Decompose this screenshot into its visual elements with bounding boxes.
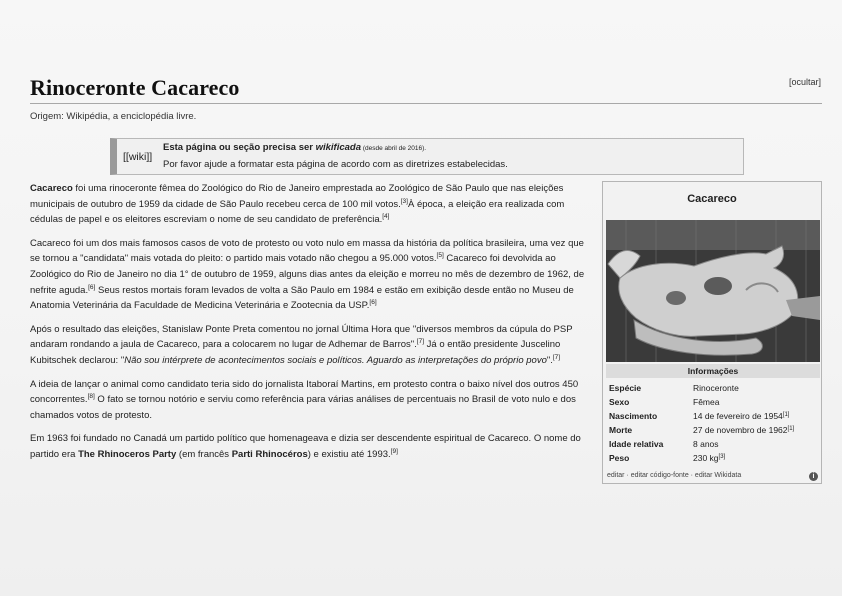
infobox-value [691,439,819,453]
info-icon[interactable]: i [809,472,818,481]
infobox-row [607,439,819,453]
infobox-table [607,383,819,467]
infobox-key: Morte [609,425,633,435]
infobox-value [691,383,819,397]
notice-line-1 [163,142,426,153]
jk-quote: Não sou intérprete de acontecimentos sociais e políticos. Aguardo as interpretações do próprio povo [124,354,547,366]
ref-link[interactable]: [8] [87,393,95,401]
infobox-key: Nascimento [609,411,658,421]
paragraph-2 [30,236,594,314]
text: Em 1963 foi fundado no Canadá um partido político que homenageava e dizia ser descendente espiritual de Cacareco. O nome do partido era [30,433,581,460]
infobox-key: Sexo [609,397,630,407]
text: Seus restos mortais foram levados de volta a São Paulo em 1984 e estão em exibição desde então no Museu de Anatomia Veterinária da Faculdade de Medicina Veterinária e Zootecnia da USP. [30,284,574,312]
infobox-value [691,425,819,439]
infobox-key: Peso [609,453,630,463]
infobox [602,181,822,484]
paragraph-4 [30,377,594,424]
page-title: Rinoceronte Cacareco [30,75,240,100]
ref-link[interactable]: [5] [436,252,444,260]
text: À época, a eleição era realizada com cédulas de papel e os eleitores escreviam o nome de seu candidato de preferência. [30,198,565,226]
infobox-row [607,397,819,411]
ref-link[interactable]: [7] [416,338,425,346]
ref-link[interactable]: [4] [382,213,390,221]
infobox-value [691,453,819,467]
infobox-row [607,453,819,467]
wiki-icon: [[wiki]] [123,151,153,163]
ref-link[interactable]: [1] [782,412,790,418]
paragraph-3 [30,322,594,369]
rhino-skull-photo[interactable] [606,220,820,362]
text: foi uma rinoceronte fêmea do Zoológico do Rio de Janeiro emprestada ao Zoológico de São Paulo que nas eleições municipais de outubro de 1959 da cidade de São Paulo recebeu cerca de 100 mil votos. [30,183,564,210]
paragraph-1 [30,181,594,228]
party-name: The Rhinoceros Party [78,448,177,460]
text: ) e existiu até 1993. [307,448,391,460]
infobox-value-text: 8 anos [693,439,719,449]
notice-line-2: Por favor ajude a formatar esta página de acordo com as diretrizes estabelecidas. [163,159,508,170]
party-name-fr: Parti Rhinocéros [231,448,308,460]
ref-link[interactable]: [3] [718,454,726,460]
infobox-value [691,397,819,411]
infobox-key: Espécie [609,383,642,393]
notice-date: (desde abril de 2016). [361,145,427,152]
ref-link[interactable]: [1] [787,426,795,432]
infobox-value-text: Rinoceronte [693,383,739,393]
text: A ideia de lançar o animal como candidato teria sido do jornalista Itaboraí Martins, em protesto contra o baixo nível dos outros 450 concorrentes. [30,378,579,406]
infobox-value-text: 27 de novembro de 1962 [693,425,788,435]
ref-link[interactable]: [3] [400,197,408,205]
infobox-key: Idade relativa [609,439,664,449]
ref-link[interactable]: [9] [390,447,398,455]
infobox-value-text: 14 de fevereiro de 1954 [693,411,783,421]
infobox-section-header: Informações [606,364,820,378]
infobox-value-text: 230 kg [693,453,719,463]
infobox-value-text: Fêmea [693,397,720,407]
infobox-row [607,383,819,397]
ref-link[interactable]: [6] [369,299,377,307]
text: (em francês [176,448,232,460]
wikify-link[interactable]: wikificada [315,142,362,153]
infobox-title: Cacareco [687,193,737,205]
hide-link[interactable]: [ocultar] [788,77,821,87]
notice-text: Esta página ou seção precisa ser [163,142,316,153]
title-divider [30,103,822,104]
ref-link[interactable]: [7] [552,353,561,361]
text: Já o então presidente Juscelino Kubitschek declarou: " [30,339,561,366]
text: Após o resultado das eleições, Stanislaw Ponte Preta comentou no jornal Última Hora que "diversos membros da cúpula do PSP andaram rondando a jaula de Cacareco, para a colocarem no lugar de Adhemar de Barros". [30,323,573,351]
infobox-row [607,425,819,439]
ref-link[interactable]: [6] [88,283,96,291]
wikify-notice [110,138,744,175]
infobox-row [607,411,819,425]
infobox-edit-links[interactable]: editar · editar código-fonte · editar Wikidata [607,472,742,479]
text: O fato se tornou notório e serviu como referência para várias análises de percentuais no Brasil de voto nulo e dos chamados votos de protesto. [30,394,576,421]
article-body [30,181,594,471]
text: ". [546,354,553,366]
infobox-value [691,411,819,425]
text: Cacareco foi um dos mais famosos casos de voto de protesto ou voto nulo em massa da história da política brasileira, uma vez que se tornou a "candidata" mais votada do pleito: o partido mais votado não chegou a 95.000 votos. [30,237,584,265]
paragraph-5 [30,431,594,462]
origin-line: Origem: Wikipédia, a enciclopédia livre. [30,111,197,122]
article-subject: Cacareco [30,183,73,194]
text: Cacareco foi devolvida ao Zoológico do Rio de Janeiro no dia 1° de outubro de 1959, alguns dias antes da eleição e morreu no mês de dezembro de 1962, de nefrite aguda. [30,253,585,296]
